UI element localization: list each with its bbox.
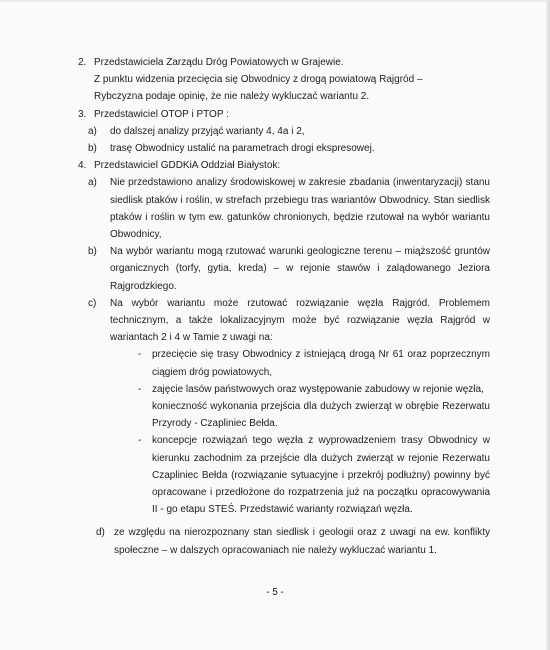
dash-item-text: koncepcje rozwiązań tego węzła z wyprowadzeniem trasy Obwodnicy w kierunku zachodnim za przejście dla dużych zwierząt w rejonie Rezerwatu Czapliniec Bełda (rozwiązanie sytuacyjne i przekrój podłużny) powinny być opracowane i przedłożone do rozpatrzenia już na początku opracowywania II - go etapu STEŚ. Przedstawić warianty rozwiązań węzła. bbox=[152, 435, 490, 516]
dash-marker: - bbox=[138, 435, 142, 447]
sub-item-letter: b) bbox=[88, 143, 97, 155]
sub-item-text: Na wybór wariantu może rzutować rozwiązanie węzła Rajgród. Problemem technicznym, a także lokalizacyjnym może być rozwiązanie węzła Rajgród w wariantach 2 i 4 w Tamie z uwagi na: bbox=[110, 297, 490, 344]
dash-item-continuation: konieczność wykonania przejścia dla dużych zwierząt w obrębie Rezerwatu Przyrody - Czapliniec Bełda. bbox=[152, 401, 490, 430]
sub-item-letter: c) bbox=[88, 297, 97, 309]
dash-item bbox=[70, 346, 490, 380]
list-item bbox=[70, 106, 490, 123]
sub-item bbox=[70, 243, 490, 295]
sub-item bbox=[70, 123, 490, 140]
scan-top-edge bbox=[0, 0, 550, 3]
sub-item-letter: d) bbox=[96, 527, 105, 539]
scan-right-edge bbox=[546, 0, 550, 650]
item-number: 3. bbox=[78, 108, 87, 120]
sub-item-text: Nie przedstawiono analizy środowiskowej w zakresie zbadania (inwentaryzacji) stanu siedlisk ptaków i roślin, w strefach przebiegu tras wariantów Obwodnicy. Stan siedlisk ptaków i roślin w tym ew. gatunków chronionych, będzie rzutował na wybór wariantu Obwodnicy, bbox=[110, 177, 490, 241]
dash-item-text: zajęcie lasów państwowych oraz występowanie zabudowy w rejonie węzła, bbox=[152, 383, 484, 395]
sub-item-text: do dalszej analizy przyjąć warianty 4, 4a i 2, bbox=[110, 125, 305, 137]
sub-item bbox=[70, 140, 490, 157]
dash-marker: - bbox=[138, 349, 142, 361]
dash-marker: - bbox=[138, 383, 142, 395]
list-item bbox=[70, 157, 490, 174]
sub-item bbox=[70, 174, 490, 243]
item-number: 4. bbox=[78, 160, 87, 172]
sub-item-text: trasę Obwodnicy ustalić na parametrach drogi ekspresowej. bbox=[110, 143, 375, 155]
sub-item-text: Na wybór wariantu mogą rzutować warunki geologiczne terenu – miąższość gruntów organicznych (torfy, gytia, kreda) – w rejonie stawów i zalądowanego Jeziora Rajgrodzkiego. bbox=[110, 246, 490, 292]
item-number: 2. bbox=[78, 57, 87, 68]
sub-item bbox=[70, 524, 490, 558]
dash-item bbox=[70, 381, 490, 398]
item-heading: Przedstawiciel GDDKiA Oddział Białystok: bbox=[94, 160, 281, 172]
list-item bbox=[70, 54, 490, 71]
item-heading: Przedstawiciel OTOP i PTOP : bbox=[94, 108, 229, 120]
sub-item bbox=[70, 295, 490, 347]
item-line: Z punktu widzenia przecięcia się Obwodnicy z drogą powiatową Rajgród – bbox=[94, 74, 423, 86]
sub-item-letter: a) bbox=[88, 125, 97, 137]
item-line: Rybczyzna podaje opinię, że nie należy wykluczać wariantu 2. bbox=[94, 91, 370, 103]
document-body bbox=[70, 54, 490, 559]
item-line: Przedstawiciela Zarządu Dróg Powiatowych w Grajewie. bbox=[94, 57, 344, 68]
dash-item bbox=[70, 432, 490, 518]
sub-item-text: ze względu na nierozpoznany stan siedlisk i geologii oraz z uwagi na ew. konflikty społeczne – w dalszych opracowaniach nie należy wykluczać wariantu 1. bbox=[114, 527, 490, 556]
sub-item-letter: b) bbox=[88, 246, 97, 258]
dash-item-text: przecięcie się trasy Obwodnicy z istniejącą drogą Nr 61 oraz poprzecznym ciągiem dróg powiatowych, bbox=[152, 349, 490, 378]
sub-item-letter: a) bbox=[88, 177, 97, 189]
page-number: - 5 - bbox=[266, 587, 284, 598]
